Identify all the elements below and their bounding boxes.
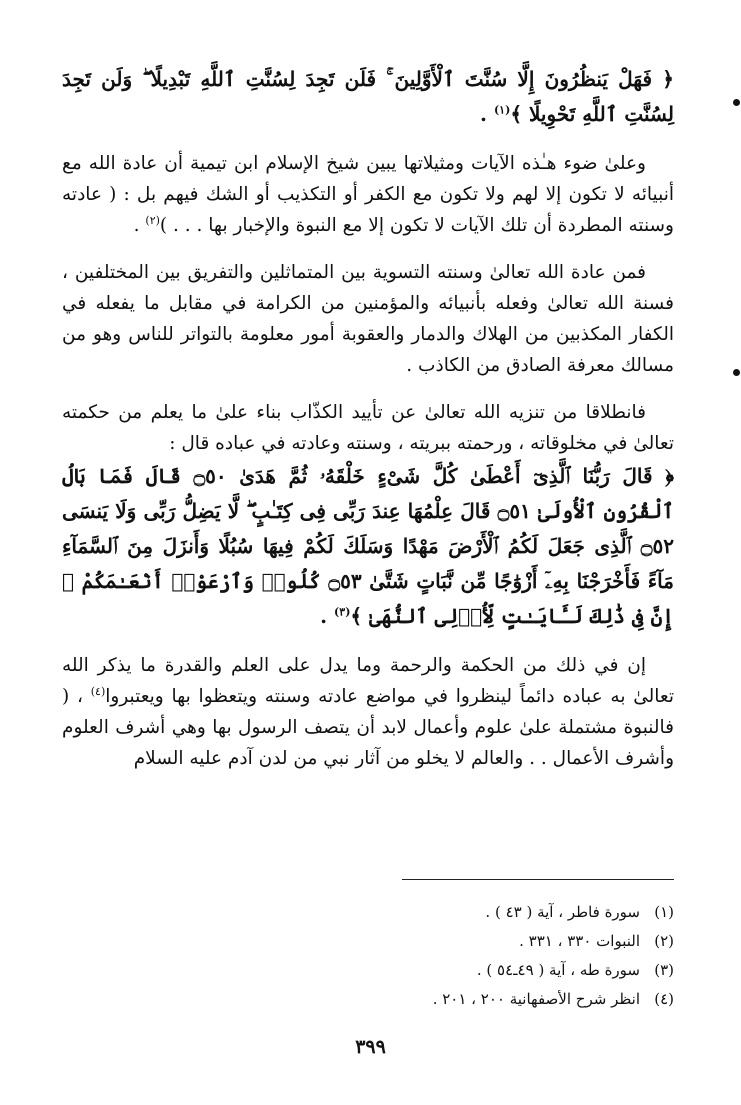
paragraph-ibn-taymiyya xyxy=(62,148,674,241)
verse-fatir-text: ﴿ فَهَلْ يَنظُرُونَ إِلَّا سُنَّتَ ٱلْأَوَّلِينَ ۚ فَلَن تَجِدَ لِسُنَّتِ ٱللَّهِ تَبْدِيلًا ۖ وَلَن تَجِدَ لِسُنَّتِ ٱللَّهِ تَحْوِيلًا ﴾ xyxy=(62,67,674,126)
footnote-separator xyxy=(402,879,674,880)
footnote-2-number: (٢) xyxy=(654,932,674,950)
footnote-1 xyxy=(62,898,674,927)
paragraph-wisdom: فانطلاقا من تنزيه الله تعالىٰ عن تأييد الكذّاب بناء علىٰ ما يعلم من حكمته تعالىٰ في مخلوقاته ، ورحمته ببريته ، وسنته وعادته في عباده قال : xyxy=(62,402,674,454)
paragraph-prophethood xyxy=(62,650,674,774)
verse-taha-end: . xyxy=(320,604,335,628)
verse-fatir-end: . xyxy=(480,102,494,126)
verse-taha xyxy=(62,459,674,634)
verse-taha-text: ﴿ قَالَ رَبُّنَا ٱلَّذِىٓ أَعْطَىٰ كُلَّ شَىْءٍ خَلْقَهُۥ ثُمَّ هَدَىٰ ۝٥٠ قَالَ فَمَا بَالُ ٱلْقُرُونِ ٱلْأُولَىٰ ۝٥١ قَالَ عِلْمُهَا عِندَ رَبِّى فِى كِتَـٰبٍ ۖ لَّا يَضِلُّ رَبِّى وَلَا يَنسَى ۝٥٢ ٱلَّذِى جَعَلَ لَكُمُ ٱلْأَرْضَ مَهْدًا وَسَلَكَ لَكُمْ فِيهَا سُبُلًا وَأَنزَلَ مِنَ ٱلسَّمَآءِ مَآءً فَأَخْرَجْنَا بِهِۦٓ أَزْوَٰجًا مِّن نَّبَاتٍ شَتَّىٰ ۝٥٣ كُلُوا۟ وَٱرْعَوْا۟ أَنْعَـٰمَكُمْ ۗ إِنَّ فِى ذَٰلِكَ لَـَٔايَـٰتٍ لِّأُو۟لِى ٱلنُّهَىٰ ﴾ xyxy=(62,464,674,628)
footnote-ref-2: (٢) xyxy=(145,213,160,227)
page-body xyxy=(62,62,674,774)
footnote-4-number: (٤) xyxy=(654,990,674,1008)
verse-fatir xyxy=(62,62,674,132)
footnote-3 xyxy=(62,956,674,985)
footnote-ref-3: (٣) xyxy=(334,605,351,619)
paragraph-ibn-taymiyya-text: وعلىٰ ضوء هـٰذه الآيات ومثيلاتها يبين شيخ الإسلام ابن تيمية أن عادة الله مع أنبيائه لا تكون إلا لهم ولا تكون مع الكفر أو التكذيب أو الشك فيهم بل : ( عادته وسنته المطردة أن تلك الآيات لا تكون إلا مع النبوة والإخبار بها . . . ) xyxy=(62,153,674,236)
footnote-2 xyxy=(62,927,674,956)
paragraph-divine-custom: فمن عادة الله تعالىٰ وسنته التسوية بين المتماثلين والتفريق بين المختلفين ، فسنة الله تعالىٰ وفعله بأنبيائه والمؤمنين من الكرامة في مقابل ما يفعله في الكفار المكذبين من الهلاك والدمار والعقوبة أمور معلومة بالتواتر للناس وهو من مسالك معرفة الصادق من الكاذب . xyxy=(62,262,674,376)
margin-dot-top xyxy=(733,99,740,106)
paragraph-prophethood-text-a: إن في ذلك من الحكمة والرحمة وما يدل على العلم والقدرة ما يذكر الله تعالىٰ به عباده دائماً لينظروا في مواضع عادته وسنته ويتعظوا بها ويعتبروا xyxy=(62,655,675,707)
margin-dot-middle xyxy=(733,369,740,376)
footnote-2-text: النبوات ٣٣٠ ، ٣٣١ . xyxy=(519,932,640,950)
paragraph-prophethood-text-b: ، ( فالنبوة مشتملة علىٰ علوم وأعمال لابد أن يتصف الرسول بها وهي أشرف العلوم وأشرف الأعمال . . والعالم لا يخلو من آثار نبي من لدن آدم عليه السلام xyxy=(62,686,674,769)
footnote-1-number: (١) xyxy=(654,903,674,921)
footnote-ref-1: (١) xyxy=(493,103,511,117)
paragraph-ibn-taymiyya-end: . xyxy=(133,215,146,236)
footnote-3-number: (٣) xyxy=(654,961,674,979)
page-number: ٣٩٩ xyxy=(355,1036,386,1058)
footnote-3-text: سورة طه ، آية ( ٤٩ـ٥٤ ) . xyxy=(476,961,640,979)
footnote-4-text: انظر شرح الأصفهانية ٢٠٠ ، ٢٠١ . xyxy=(432,990,640,1008)
footnote-ref-4: (٤) xyxy=(90,684,106,698)
footnotes xyxy=(62,898,674,1014)
footnote-4 xyxy=(62,985,674,1014)
footnote-1-text: سورة فاطر ، آية ( ٤٣ ) . xyxy=(485,903,640,921)
